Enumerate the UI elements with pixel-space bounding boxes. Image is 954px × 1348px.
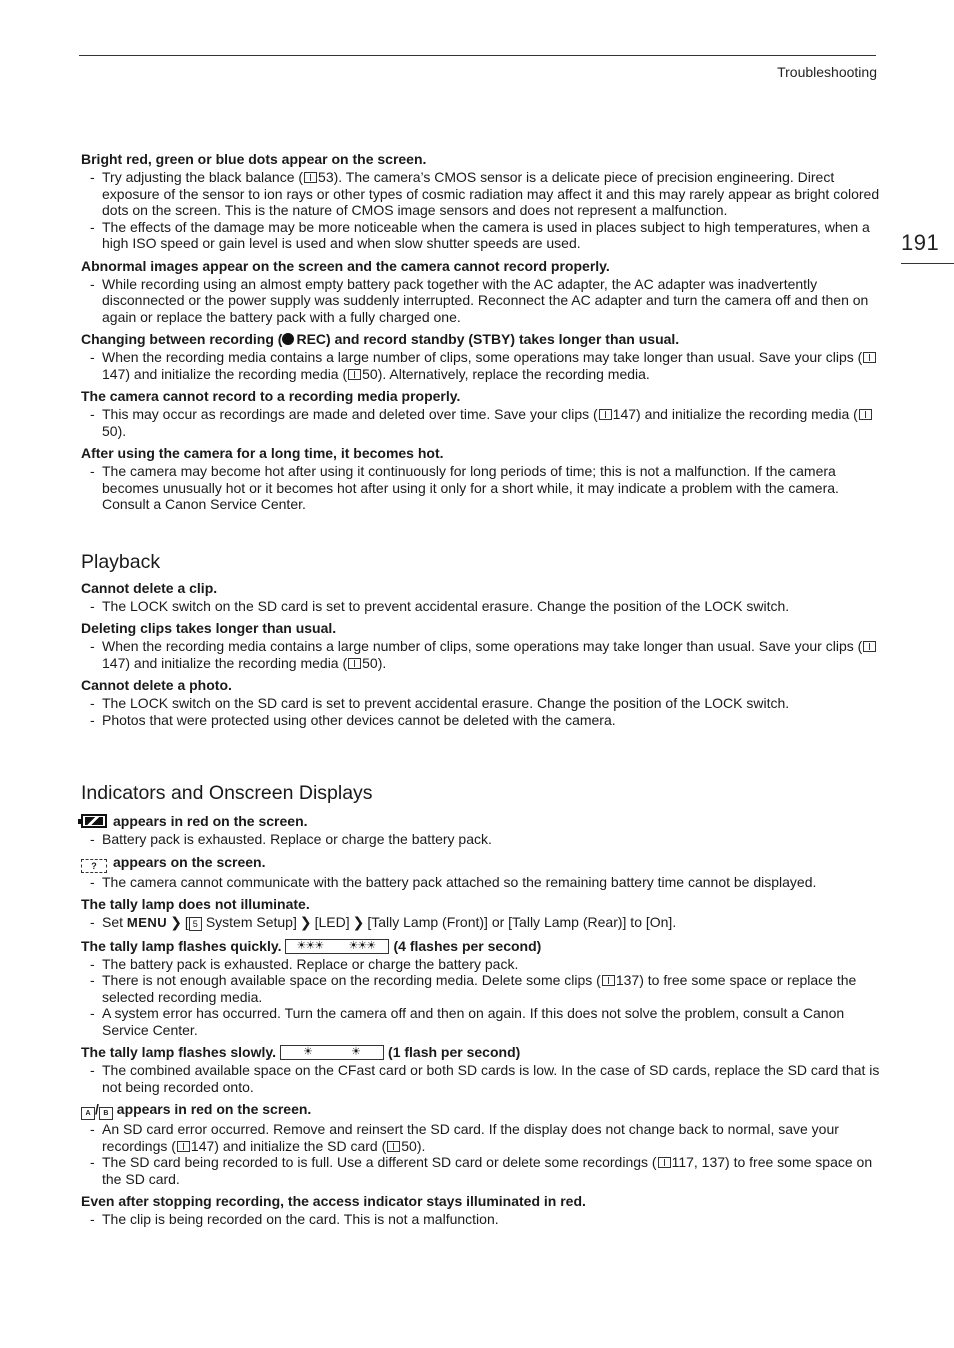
bullet-list xyxy=(81,598,881,615)
item-title: Changing between recording ( REC) and record standby (STBY) takes longer than usual. xyxy=(81,331,680,347)
item-title: Deleting clips takes longer than usual. xyxy=(81,620,337,636)
list-item: - The LOCK switch on the SD card is set to prevent accidental erasure. Change the position of the LOCK switch. xyxy=(81,598,881,615)
list-item: - The camera may become hot after using it continuously for long periods of time; this is not a malfunction. If the camera becomes unusually hot or it becomes hot after using it only for a short while, it may indicate a problem with the camera. Consult a Canon Service Center. xyxy=(81,463,881,513)
item-title: The tally lamp flashes quickly. ☀☀☀ ☀☀☀ (4 flashes per second) xyxy=(81,937,542,954)
item-title: The tally lamp does not illuminate. xyxy=(81,896,310,912)
item-title: A / B appears in red on the screen. xyxy=(81,1101,881,1120)
bullet-list xyxy=(81,956,881,1039)
bullet-list xyxy=(81,638,881,671)
sd-card-b-error-icon: B xyxy=(99,1107,113,1120)
bullet-list xyxy=(81,349,881,382)
playback-heading: Playback xyxy=(81,550,161,573)
bullet-list xyxy=(81,169,881,252)
book-icon xyxy=(387,1141,400,1152)
bullet-list xyxy=(81,276,881,326)
battery-unknown-icon: ? xyxy=(81,859,107,873)
sd-card-a-error-icon: A xyxy=(81,1107,95,1120)
bullet-list xyxy=(81,406,881,439)
list-item: - The SD card being recorded to is full. Use a different SD card or delete some recordings ( 117, 137) to free some space on the SD card. xyxy=(81,1154,881,1187)
list-item: - The camera cannot communicate with the battery pack attached so the remaining battery time cannot be displayed. xyxy=(81,874,881,891)
book-icon xyxy=(602,975,615,986)
item-title: Cannot delete a photo. xyxy=(81,677,232,693)
item-title: After using the camera for a long time, it becomes hot. xyxy=(81,445,444,461)
bullet-list xyxy=(81,1121,881,1187)
page-number: 191 xyxy=(901,230,940,255)
list-item: - The effects of the damage may be more noticeable when the camera is used in places subject to high temperatures, when a high ISO speed or gain level is used and when slow shutter speeds are used. xyxy=(81,219,881,252)
list-item: - When the recording media contains a large number of clips, some operations may take longer than usual. Save your clips (147) and initialize the recording media ( 50). xyxy=(81,638,881,671)
list-item: - The battery pack is exhausted. Replace or charge the battery pack. xyxy=(81,956,881,973)
list-item: - The clip is being recorded on the card. This is not a malfunction. xyxy=(81,1211,881,1228)
book-icon xyxy=(658,1157,671,1168)
book-icon xyxy=(177,1141,190,1152)
item-title: Even after stopping recording, the access indicator stays illuminated in red. xyxy=(81,1193,586,1209)
list-item: - When the recording media contains a large number of clips, some operations may take longer than usual. Save your clips (147) and initialize the recording media ( 50). Alternatively, replace the recording media. xyxy=(81,349,881,382)
item-title: Bright red, green or blue dots appear on the screen. xyxy=(81,151,427,167)
item-title: The tally lamp flashes slowly. ☀ ☀ (1 flash per second) xyxy=(81,1044,521,1060)
menu-tab-icon: 5 xyxy=(189,917,202,931)
list-item: - Try adjusting the black balance ( 53). The camera’s CMOS sensor is a delicate piece of precision engineering. Direct exposure of the sensor to ion rays or other types of cosmic radiation may affect it and this may rarely appear as bright colored dots on the screen. This is the nature of CMOS image sensors and does not represent a malfunction. xyxy=(81,169,881,219)
battery-empty-icon xyxy=(81,814,107,828)
bullet-list xyxy=(81,874,881,891)
arrow-right-icon: ❯ xyxy=(352,914,365,930)
bullet-list xyxy=(81,695,881,728)
list-item: - The LOCK switch on the SD card is set to prevent accidental erasure. Change the position of the LOCK switch. xyxy=(81,695,881,712)
book-icon xyxy=(348,369,361,380)
page-number-rule xyxy=(901,263,954,264)
bullet-list xyxy=(81,831,881,848)
fast-flash-diagram: ☀☀☀ ☀☀☀ xyxy=(285,939,389,954)
list-item: - There is not enough available space on the recording media. Delete some clips ( 137) to free some space or replace the selected recording media. xyxy=(81,972,881,1005)
item-title: appears in red on the screen. xyxy=(81,813,881,830)
list-item: - An SD card error occurred. Remove and reinsert the SD card. If the display does not change back to normal, save your recordings ( 147) and initialize the SD card ( 50). xyxy=(81,1121,881,1154)
list-item: - This may occur as recordings are made and deleted over time. Save your clips ( 147) and initialize the recording media (50). xyxy=(81,406,881,439)
item-title: ? appears on the screen. xyxy=(81,854,881,873)
item-title: Abnormal images appear on the screen and the camera cannot record properly. xyxy=(81,257,610,274)
list-item: - Battery pack is exhausted. Replace or charge the battery pack. xyxy=(81,831,881,848)
list-item: - Set MENU ❯ [ 5 System Setup] ❯ [LED] ❯ [Tally Lamp (Front)] or [Tally Lamp (Rear)] to [On]. xyxy=(81,914,881,932)
list-item: - While recording using an almost empty battery pack together with the AC adapter, the AC adapter was inadvertently disconnected or the power supply was suddenly interrupted. Reconnect the AC adapter and turn the camera off and then on again or replace the battery pack with a fully charged one. xyxy=(81,276,881,326)
list-item: - The combined available space on the CFast card or both SD cards is low. In the case of SD cards, replace the SD card that is not being recorded onto. xyxy=(81,1062,881,1095)
bullet-list xyxy=(81,1062,881,1095)
book-icon xyxy=(863,352,876,363)
slow-flash-diagram: ☀ ☀ xyxy=(280,1045,384,1060)
header-rule xyxy=(79,55,876,56)
book-icon xyxy=(599,409,612,420)
bullet-list xyxy=(81,1211,881,1228)
book-icon xyxy=(348,658,361,669)
bullet-list xyxy=(81,463,881,513)
record-dot-icon xyxy=(282,333,294,345)
arrow-right-icon: ❯ xyxy=(299,914,312,930)
book-icon xyxy=(304,172,317,183)
list-item: - Photos that were protected using other devices cannot be deleted with the camera. xyxy=(81,712,881,729)
book-icon xyxy=(863,641,876,652)
bullet-list xyxy=(81,914,881,932)
book-icon xyxy=(859,409,872,420)
item-title: The camera cannot record to a recording media properly. xyxy=(81,388,461,404)
page-content xyxy=(81,151,881,1228)
list-item: - A system error has occurred. Turn the camera off and then on again. If this does not solve the problem, consult a Canon Service Center. xyxy=(81,1005,881,1038)
section-title: Troubleshooting xyxy=(777,64,877,80)
menu-label: MENU xyxy=(126,915,168,930)
indicators-heading: Indicators and Onscreen Displays xyxy=(81,782,373,804)
item-title: Cannot delete a clip. xyxy=(81,579,218,596)
arrow-right-icon: ❯ xyxy=(170,914,182,930)
